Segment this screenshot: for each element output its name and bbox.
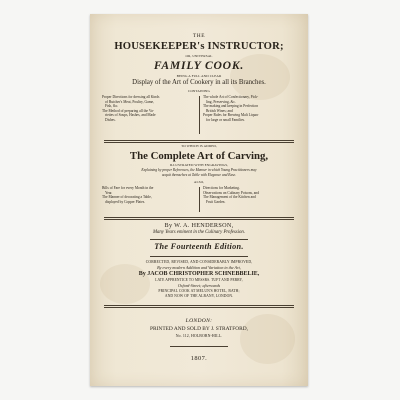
also-left-line: displayed by Copper Plates.	[105, 199, 146, 204]
contents-right-line: The making and keeping in Perfection	[203, 104, 258, 109]
imprint-address: No. 112, HOLBORN-HILL.	[175, 334, 223, 338]
section-rule	[150, 239, 248, 240]
also: ALSO,	[193, 180, 205, 184]
contents-left-line: Fish, &c.	[105, 104, 119, 109]
section-rule	[104, 140, 294, 141]
also-right	[203, 186, 299, 204]
also-right-line: Observations on Culinary Poisons, and	[203, 190, 259, 195]
revision-line-5: Oxford-Street; afterwards	[177, 283, 221, 288]
imprint-year: 1807.	[190, 355, 208, 362]
author-desc: Many Years eminent in the Culinary Profession.	[153, 230, 245, 235]
containing: CONTAINING	[187, 89, 210, 93]
revision-line-1: CORRECTED, REVISED, AND CONSIDERABLY IMPROVED,	[145, 260, 253, 264]
title-the: THE	[192, 33, 206, 39]
section-rule	[104, 305, 294, 306]
title-or: OR, UNIVERSAL	[185, 54, 213, 58]
title-page	[90, 14, 308, 386]
carving-explain-2: acquit themselves at Table with Elegance and Ease.	[161, 173, 237, 177]
contents-right	[203, 95, 299, 123]
column-divider	[199, 187, 200, 212]
revision-line-4: LATE APPRENTICE TO MESSRS. TUFT AND PERRY,	[155, 278, 243, 282]
also-columns	[90, 186, 308, 214]
also-right-line: Fruit Garden.	[206, 199, 226, 204]
contents-left	[102, 95, 196, 123]
contents-right-line: ling, Preserving, &c.	[206, 99, 236, 104]
also-left-line: Bills of Fare for every Month in the	[102, 186, 154, 190]
contents-left-line: The Method of preparing all the Va-	[102, 108, 154, 113]
also-right-line: Directions for Marketing.	[203, 186, 240, 190]
also-left	[102, 186, 196, 204]
column-divider	[199, 96, 200, 134]
contents-left-line: rieties of Soups, Hashes, and Made	[105, 113, 156, 118]
main-title: HOUSEKEEPER's INSTRUCTOR;	[114, 41, 284, 52]
also-left-line: The Manner of decorating a Table,	[102, 195, 152, 200]
also-right-line: The Management of the Kitchen and	[203, 195, 256, 200]
being-full: BEING A FULL AND CLEAR	[176, 74, 222, 78]
revision-line-2: By every modern Addition and Variation in the Art,	[157, 265, 241, 270]
contents-left-line: Proper Directions for dressing all Kinds	[102, 95, 160, 99]
contents-columns	[90, 95, 308, 135]
section-rule	[104, 217, 294, 218]
contents-left-line: Dishes.	[105, 117, 116, 122]
section-rule	[150, 256, 248, 257]
imprint-city: LONDON:	[185, 318, 213, 324]
contents-right-line: The whole Art of Confectionary, Pick-	[203, 95, 259, 99]
carving-heading: The Complete Art of Carving,	[129, 150, 269, 162]
display-line: Display of the Art of Cookery in all its Branches.	[132, 79, 266, 86]
revision-line-7: AND NOW OF THE ALBANY, LONDON.	[164, 294, 234, 298]
to-which-added: TO WHICH IS ADDED,	[181, 144, 217, 148]
revision-line-6: PRINCIPAL COOK AT MELUN'S HOTEL, BATH;	[158, 289, 240, 293]
family-cook: FAMILY COOK.	[153, 59, 245, 72]
author-name: By W. A. HENDERSON,	[164, 222, 234, 229]
carving-explain-1: Explaining by proper References, the Manner in which Young Practitioners may	[141, 168, 257, 172]
contents-right-line: Proper Rules for Brewing Malt Liquor	[203, 113, 259, 118]
illustrated: ILLUSTRATED WITH ENGRAVINGS,	[169, 163, 229, 167]
also-left-line: Year.	[105, 190, 113, 195]
contents-left-line: of Butcher's Meat, Poultry, Game,	[105, 99, 155, 104]
contents-right-line: for large or small Families.	[206, 117, 245, 122]
contents-right-line: British Wines; and	[206, 108, 233, 113]
section-rule	[170, 346, 228, 347]
reviser-name: By JACOB CHRISTOPHER SCHNEBBELIE,	[138, 271, 260, 277]
imprint-printer: PRINTED AND SOLD BY J. STRATFORD,	[150, 326, 248, 332]
edition: The Fourteenth Edition.	[154, 242, 244, 251]
